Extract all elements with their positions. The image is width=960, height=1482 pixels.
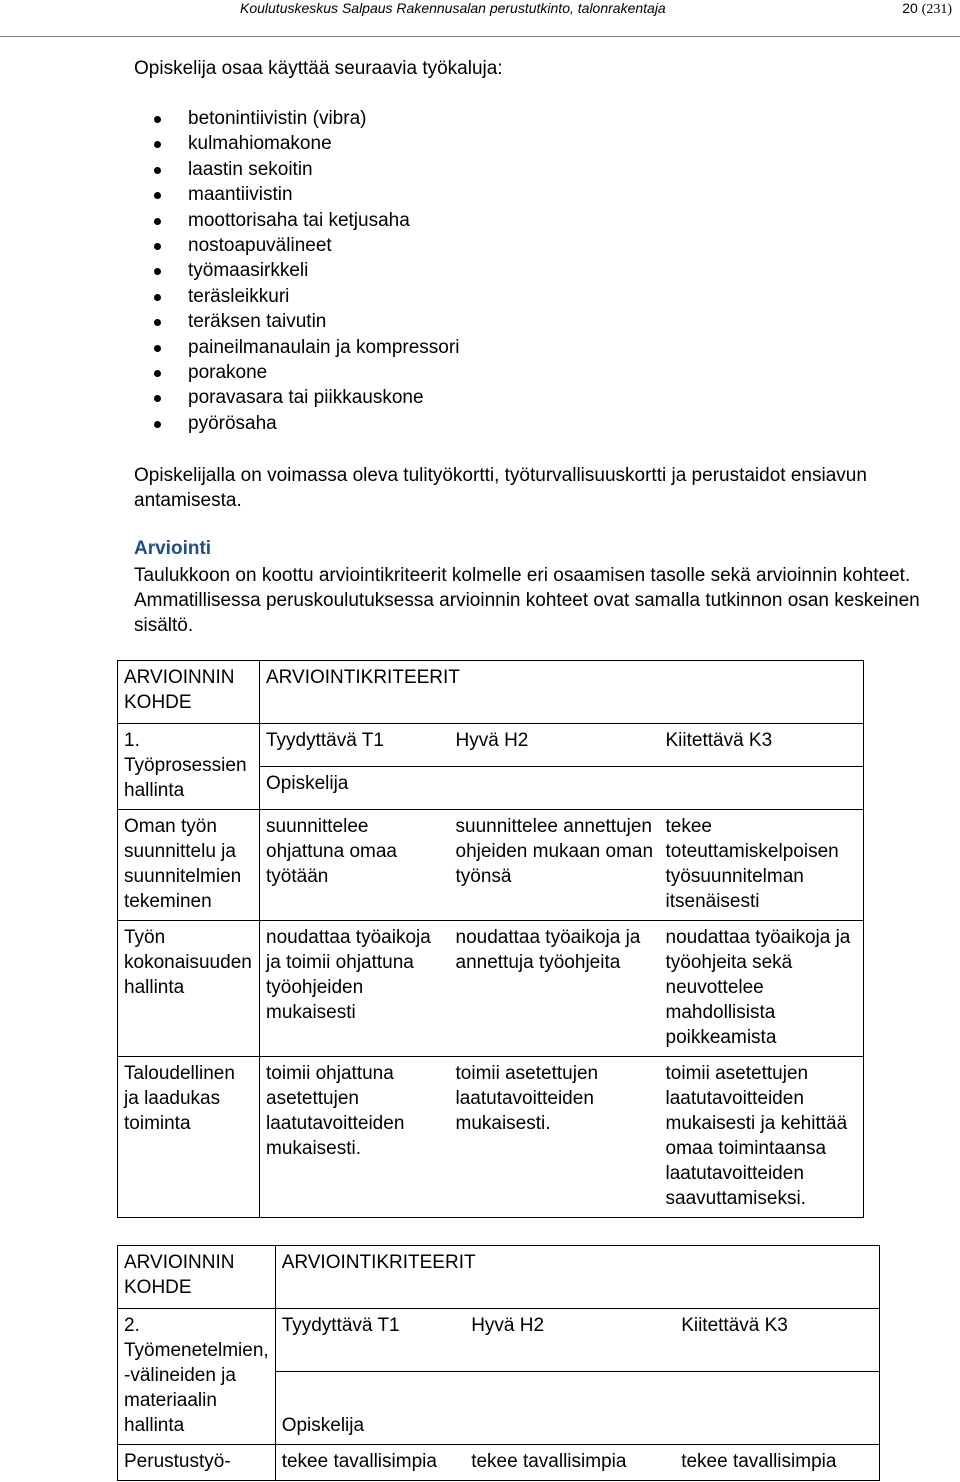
bullet-icon — [154, 116, 161, 123]
list-item-label: porakone — [188, 362, 268, 384]
criteria-t1-cell: toimii ohjattuna asetettujen laatutavoitteiden mukaisesti. — [260, 1057, 450, 1218]
bullet-icon — [154, 319, 161, 326]
certificates-paragraph: Opiskelijalla on voimassa oleva tulityökortti, työturvallisuuskortti ja perustaidot ensiavun antamisesta. — [134, 465, 867, 511]
list-item-label: työmaasirkkeli — [188, 260, 309, 282]
criteria-k3-cell: tekee toteuttamiskelpoisen työsuunnitelman itsenäisesti — [660, 810, 864, 921]
list-item — [134, 385, 459, 410]
section-heading: Arviointi — [134, 538, 212, 559]
list-item — [134, 360, 459, 385]
level-h2: Hyvä H2 — [465, 1309, 675, 1372]
table-row — [118, 1246, 880, 1309]
criteria-header: ARVIOINTIKRITEERIT — [260, 661, 864, 724]
criteria-t1-cell: tekee tavallisimpia — [275, 1445, 465, 1481]
list-item-label: paineilmanaulain ja kompressori — [188, 336, 460, 358]
page-header — [0, 0, 960, 37]
criteria-h2-cell: tekee tavallisimpia — [465, 1445, 675, 1481]
level-k3: Kiitettävä K3 — [660, 724, 864, 767]
criteria-t1-cell: suunnittelee ohjattuna omaa työtään — [260, 810, 450, 921]
bullet-icon — [154, 218, 161, 225]
list-item — [134, 106, 459, 131]
page-number-current: 20 — [902, 0, 918, 16]
list-item-label: moottorisaha tai ketjusaha — [188, 209, 410, 231]
list-item — [134, 233, 459, 258]
target-header: ARVIOINNIN KOHDE — [118, 1246, 276, 1309]
table-row — [118, 1445, 880, 1481]
list-item-label: teräksen taivutin — [188, 311, 327, 333]
list-item-label: nostoapuvälineet — [188, 235, 332, 257]
criteria-table-1 — [117, 660, 864, 1218]
level-h2: Hyvä H2 — [450, 724, 660, 767]
target-cell: Työn kokonaisuuden hallinta — [118, 921, 260, 1057]
target-header: ARVIOINNIN KOHDE — [118, 661, 260, 724]
criteria-k3-cell: tekee tavallisimpia — [675, 1445, 879, 1481]
list-item — [134, 411, 459, 436]
bullet-icon — [154, 192, 161, 199]
bullet-icon — [154, 395, 161, 402]
bullet-icon — [154, 370, 161, 377]
tools-intro: Opiskelija osaa käyttää seuraavia työkaluja: — [134, 58, 503, 79]
level-k3: Kiitettävä K3 — [675, 1309, 879, 1372]
list-item — [134, 157, 459, 182]
subject-label: Opiskelija — [260, 767, 864, 810]
table-row — [118, 661, 864, 724]
level-t1: Tyydyttävä T1 — [275, 1309, 465, 1372]
list-item — [134, 258, 459, 283]
list-item-label: pyörösaha — [188, 412, 277, 434]
list-item-label: poravasara tai piikkauskone — [188, 387, 424, 409]
target-cell: Perustustyö- — [118, 1445, 276, 1481]
table-row — [118, 810, 864, 921]
bullet-icon — [154, 294, 161, 301]
target-cell: Taloudellinen ja laadukas toiminta — [118, 1057, 260, 1218]
table-row — [118, 1309, 880, 1372]
assessment-paragraph: Taulukkoon on koottu arviointikriteerit kolmelle eri osaamisen tasolle sekä arvioinnin kohteet. Ammatillisessa peruskoulutuksessa arvioinnin kohteet ovat samalla tutkinnon osan keskeinen sisältö. — [134, 565, 920, 636]
bullet-icon — [154, 421, 161, 428]
subject-label: Opiskelija — [275, 1372, 879, 1445]
criteria-k3-cell: toimii asetettujen laatutavoitteiden mukaisesti ja kehittää omaa toimintaansa laatutavoitteiden saavuttamiseksi. — [660, 1057, 864, 1218]
target-cell: Oman työn suunnittelu ja suunnitelmien tekeminen — [118, 810, 260, 921]
bullet-icon — [154, 345, 161, 352]
list-item — [134, 284, 459, 309]
table-row — [118, 724, 864, 767]
criteria-t1-cell: noudattaa työaikoja ja toimii ohjattuna työohjeiden mukaisesti — [260, 921, 450, 1057]
bullet-icon — [154, 141, 161, 148]
list-item — [134, 131, 459, 156]
list-item-label: maantiivistin — [188, 184, 293, 206]
list-item-label: kulmahiomakone — [188, 133, 332, 155]
list-item — [134, 335, 459, 360]
list-item — [134, 182, 459, 207]
bullet-icon — [154, 268, 161, 275]
level-t1: Tyydyttävä T1 — [260, 724, 450, 767]
list-item — [134, 309, 459, 334]
criteria-k3-cell: noudattaa työaikoja ja työohjeita sekä neuvottelee mahdollisista poikkeamista — [660, 921, 864, 1057]
list-item-label: laastin sekoitin — [188, 158, 313, 180]
bullet-icon — [154, 243, 161, 250]
list-item-label: betonintiivistin (vibra) — [188, 108, 367, 129]
header-title: Koulutuskeskus Salpaus Rakennusalan perustutkinto, talonrakentaja — [240, 0, 666, 16]
table-row — [118, 921, 864, 1057]
criteria-h2-cell: noudattaa työaikoja ja annettuja työohjeita — [450, 921, 660, 1057]
criteria-h2-cell: toimii asetettujen laatutavoitteiden mukaisesti. — [450, 1057, 660, 1218]
table-row — [118, 1057, 864, 1218]
section-title: 2. Työmenetelmien, -välineiden ja materiaalin hallinta — [118, 1309, 276, 1445]
bullet-icon — [154, 167, 161, 174]
criteria-header: ARVIOINTIKRITEERIT — [275, 1246, 879, 1309]
tools-list — [134, 106, 459, 436]
list-item — [134, 208, 459, 233]
page-number — [902, 0, 952, 18]
criteria-table-2 — [117, 1245, 880, 1481]
page-number-total: (231) — [921, 2, 952, 17]
list-item-label: teräsleikkuri — [188, 285, 290, 307]
section-title: 1. Työprosessien hallinta — [118, 724, 260, 810]
criteria-h2-cell: suunnittelee annettujen ohjeiden mukaan oman työnsä — [450, 810, 660, 921]
